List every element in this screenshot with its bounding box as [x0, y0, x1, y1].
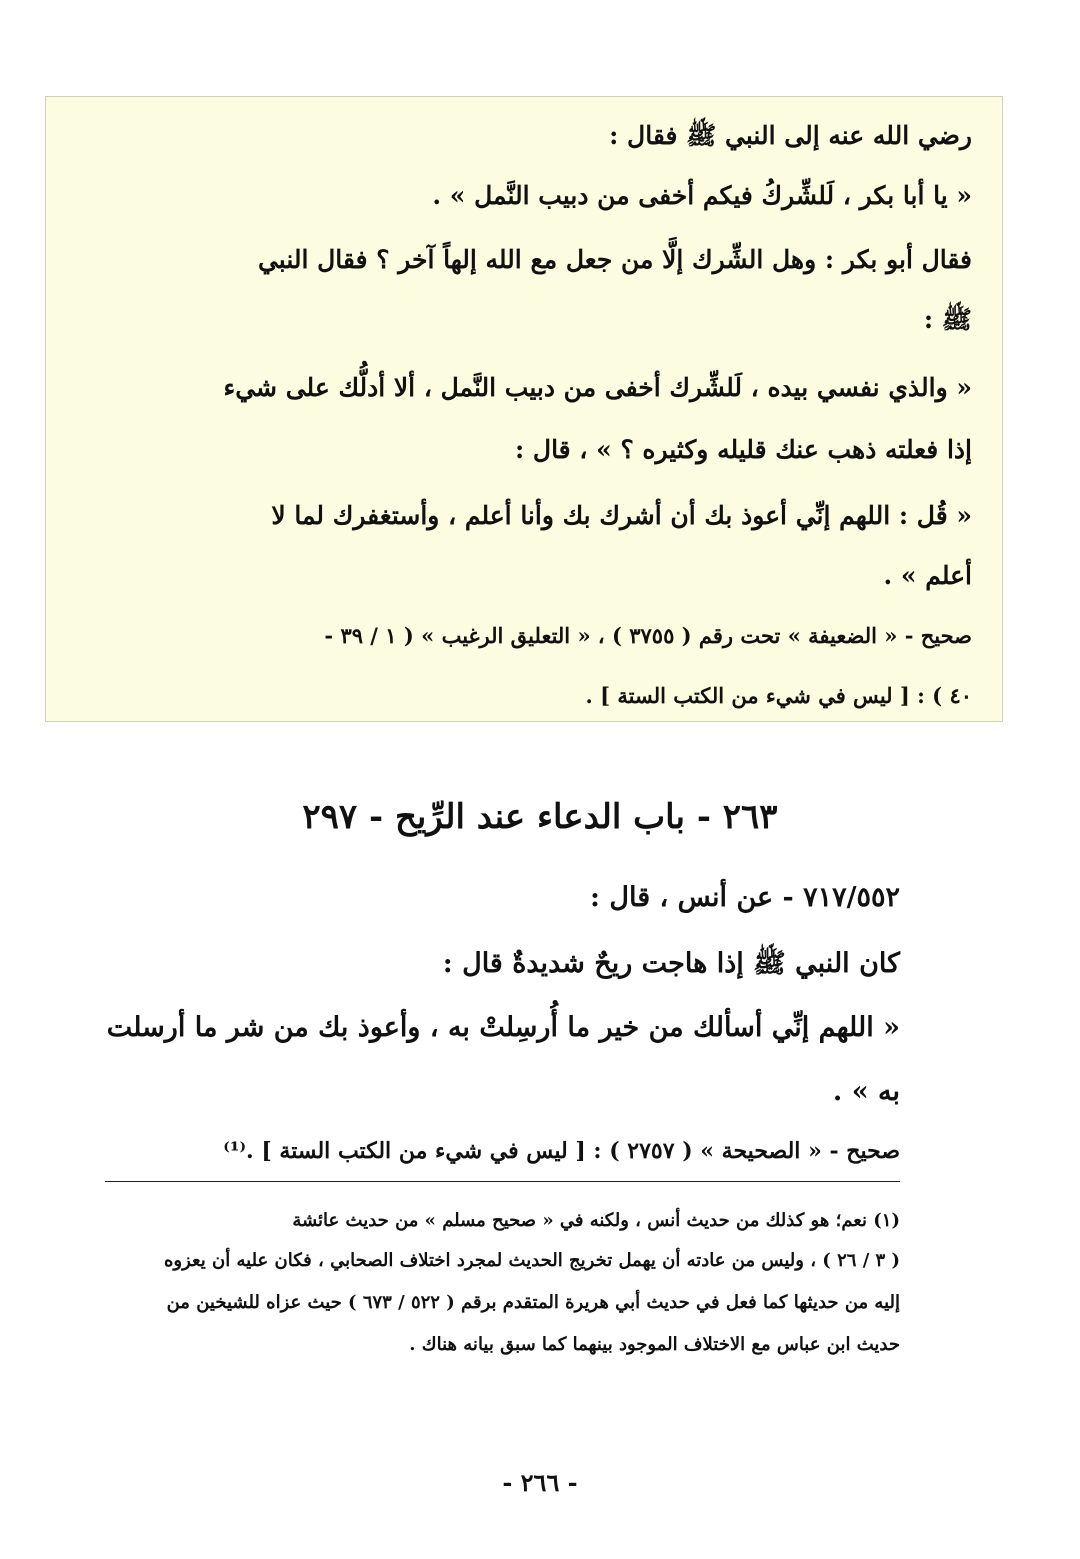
footnote-line: إليه من حديثها كما فعل في حديث أبي هريرة المتقدم برقم ( ٥٢٢ / ٦٧٣ ) حيث عزاه للشيخين من — [166, 1292, 900, 1313]
hadith-text-line: به » . — [832, 1076, 900, 1107]
passage-line: أعلم » . — [883, 561, 972, 590]
passage-line: « يا أبا بكر ، لَلشِّركُ فيكم أخفى من دبيب النَّمل » . — [432, 181, 972, 210]
footnote-line: (١) نعم؛ هو كذلك من حديث أنس ، ولكنه في « صحيح مسلم » من حديث عائشة — [292, 1210, 900, 1231]
footnote-line: حديث ابن عباس مع الاختلاف الموجود بينهما كما سبق بيانه هناك . — [409, 1334, 900, 1355]
passage-line: « قُل : اللهم إنِّي أعوذ بك أن أشرك بك وأنا أعلم ، وأستغفرك لما لا — [271, 501, 972, 530]
page-number: - ٢٦٦ - — [502, 1468, 578, 1497]
footnote-line: ( ٣ / ٢٦ ) ، وليس من عادته أن يهمل تخريج الحديث لمجرد اختلاف الصحابي ، فكان عليه أن يعزوه — [163, 1250, 900, 1271]
grading-line: صحيح - « الضعيفة » تحت رقم ( ٣٧٥٥ ) ، « التعليق الرغيب » ( ١ / ٣٩ - — [324, 623, 972, 648]
hadith-number-line: ٧١٧/٥٥٢ - عن أنس ، قال : — [589, 882, 900, 913]
hadith-grading-line: صحيح - « الصحيحة » ( ٢٧٥٧ ) : [ ليس في شيء من الكتب الستة ] .⁽¹⁾ — [223, 1138, 900, 1164]
hadith-text-line: كان النبي ﷺ إذا هاجت ريحٌ شديدةٌ قال : — [442, 948, 900, 979]
hadith-text-line: « اللهم إنِّي أسألك من خير ما أُرسِلتْ به ، وأعوذ بك من شر ما أرسلت — [106, 1012, 900, 1043]
passage-line: فقال أبو بكر : وهل الشِّرك إلَّا من جعل مع الله إلهاً آخر ؟ فقال النبي — [257, 245, 972, 274]
footnote-divider — [105, 1181, 900, 1182]
passage-line: إذا فعلته ذهب عنك قليله وكثيره ؟ » ، قال : — [514, 435, 972, 464]
chapter-heading: ٢٦٣ - باب الدعاء عند الرِّيح - ٢٩٧ — [302, 797, 778, 837]
grading-line: ٤٠ ) : [ ليس في شيء من الكتب الستة ] . — [585, 683, 972, 708]
highlighted-passage — [45, 96, 1003, 722]
passage-line: « والذي نفسي بيده ، لَلشِّرك أخفى من دبيب النَّمل ، ألا أدلُّك على شيء — [223, 373, 972, 402]
passage-line: رضي الله عنه إلى النبي ﷺ فقال : — [609, 121, 972, 150]
passage-line: ﷺ : — [923, 305, 972, 334]
